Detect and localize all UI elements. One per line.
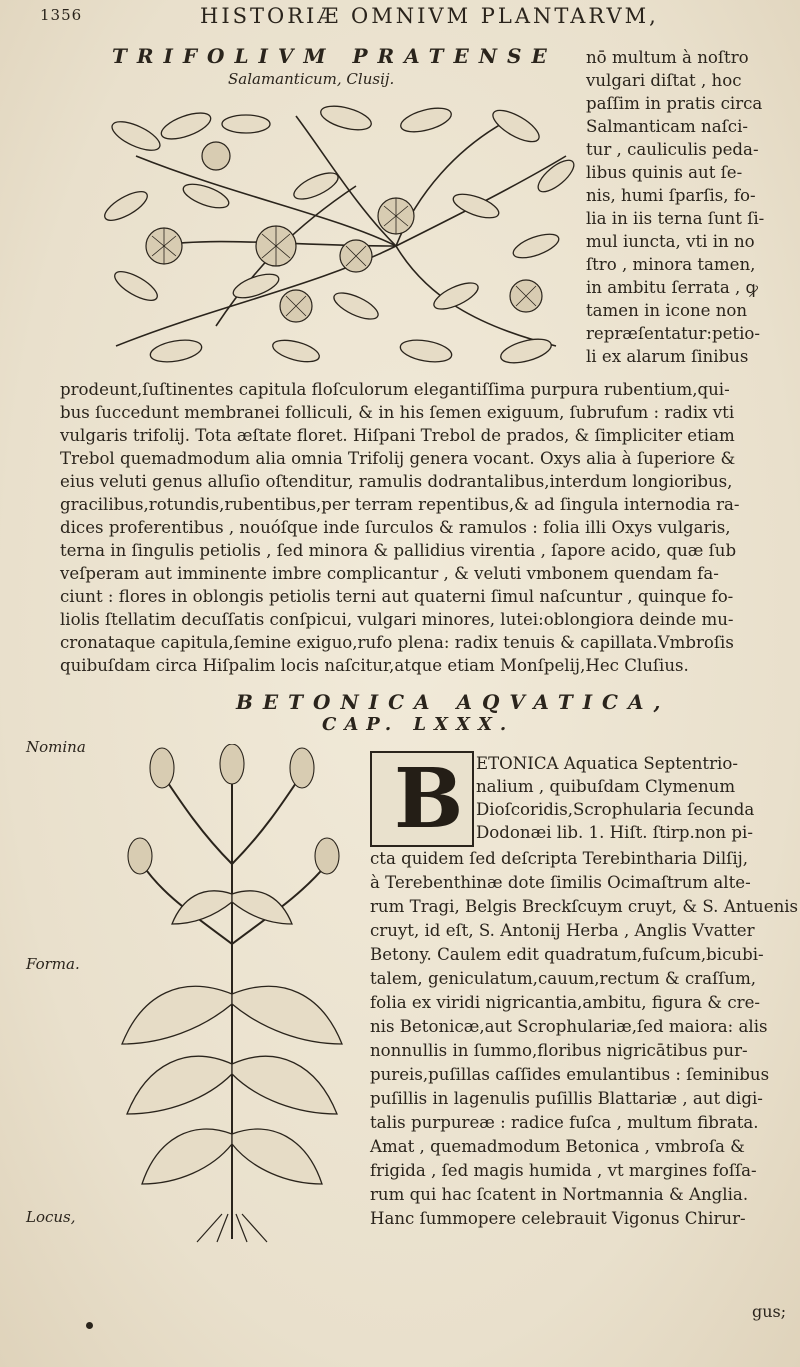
page-number: 1356 — [40, 6, 83, 24]
text-line: lia in iis terna ſunt ſi- — [586, 209, 765, 228]
text-line: à Terebenthinæ dote ſimilis Ocimaſtrum alte- — [370, 873, 751, 892]
text-line: quibuſdam circa Hiſpalim locis naſcitur,atque etiam Monſpelij,Hec Cluſius. — [60, 656, 689, 675]
text-line: nis, humi ſparſis, fo- — [586, 186, 756, 205]
text-line: Betony. Caulem edit quadratum,fuſcum,bicubi- — [370, 945, 764, 964]
text-line: rum qui hac ſcatent in Nortmannia & Anglia. — [370, 1185, 749, 1204]
margin-note-locus: Locus, — [26, 1208, 76, 1226]
text-line: nis Betonicæ,aut Scrophulariæ,ſed maiora: alis — [370, 1017, 768, 1036]
dropcap-initial — [370, 751, 474, 847]
text-line: bus ſuccedunt membranei folliculi, & in his ſemen exiguum, ſubrufum : radix vti — [60, 403, 735, 422]
text-line: prodeunt,ſuſtinentes capitula floſculorum elegantiſſima purpura rubentium,qui- — [60, 380, 730, 399]
text-line: Salmanticam naſci- — [586, 117, 748, 136]
trifolium-woodcut-illustration — [96, 96, 576, 378]
text-line: paſſim in pratis circa — [586, 94, 763, 113]
text-line: rum Tragi, Belgis Breckſcuym cruyt, & S. Antuenis — [370, 897, 799, 916]
chapter-number: CAP. LXXX. — [322, 714, 515, 735]
text-line: ETONICA Aquatica Septentrio- — [476, 754, 738, 773]
text-line: Hanc ſummopere celebrauit Vigonus Chirur- — [370, 1209, 746, 1228]
text-line: pureis,puſillas caſſides emulantibus : ſeminibus — [370, 1065, 770, 1084]
text-line: puſillis in lagenulis puſillis Blattariæ , aut digi- — [370, 1089, 763, 1108]
text-line: talis purpureæ : radice fuſca , multum fibrata. — [370, 1113, 759, 1132]
ink-spot — [86, 1322, 93, 1329]
text-line: tamen in icone non — [586, 301, 748, 320]
text-line: Amat , quemadmodum Betonica , vmbroſa & — [370, 1137, 745, 1156]
text-line: frigida , ſed magis humida , vt margines foſſa- — [370, 1161, 757, 1180]
text-line: eius veluti genus alluſio oſtenditur, ramulis dodrantalibus,interdum longioribus, — [60, 472, 733, 491]
text-line: nalium , quibuſdam Clymenum — [476, 777, 736, 796]
text-line: gracilibus,rotundis,rubentibus,per terram repentibus,& ad ſingula internodia ra- — [60, 495, 740, 514]
section-title-betonica: BETONICA AQVATICA, — [236, 690, 671, 714]
section-title-trifolium: TRIFOLIVM PRATENSE — [112, 44, 557, 68]
text-line: li ex alarum ſinibus — [586, 347, 749, 366]
text-line: vulgaris trifolij. Tota æſtate floret. Hiſpani Trebol de prados, & ſimpliciter etiam — [60, 426, 735, 445]
text-line: Trebol quemadmodum alia omnia Trifolij genera vocant. Oxys alia à ſuperiore & — [60, 449, 736, 468]
text-line: ciunt : flores in oblongis petiolis terni aut quaterni ſimul naſcuntur , quinque fo- — [60, 587, 734, 606]
text-line: nonnullis in ſummo,floribus nigricātibus pur- — [370, 1041, 748, 1060]
text-line: cta quidem ſed deſcripta Terebintharia Dilſij, — [370, 849, 749, 868]
text-line: nō multum à noſtro — [586, 48, 749, 67]
text-line: vulgari diſtat , hoc — [586, 71, 742, 90]
margin-note-forma: Forma. — [26, 955, 80, 973]
running-head: HISTORIÆ OMNIVM PLANTARVM, — [200, 4, 659, 28]
text-line: talem, geniculatum,cauum,rectum & craſſum, — [370, 969, 757, 988]
text-line: cruyt, id eſt, S. Antonij Herba , Anglis Vvatter — [370, 921, 755, 940]
text-line: terna in ſingulis petiolis , ſed minora & pallidius virentia , ſapore acido, quæ ſub — [60, 541, 737, 560]
text-line: veſperam aut imminente imbre complicantur , & veluti vmbonem quendam fa- — [60, 564, 719, 583]
text-line: in ambitu ſerrata , ꝙ — [586, 278, 759, 297]
section-subtitle-trifolium: Salamanticum, Clusij. — [228, 70, 395, 88]
text-line: mul iuncta, vti in no — [586, 232, 755, 251]
text-line: folia ex viridi nigricantia,ambitu, figura & cre- — [370, 993, 761, 1012]
margin-note-nomina: Nomina — [26, 738, 86, 756]
text-line: dices proferentibus , nouóſque inde ſurculos & ramulos : folia illi Oxys vulgaris, — [60, 518, 731, 537]
catchword: gus; — [752, 1302, 787, 1321]
text-line: Dodonæi lib. 1. Hiſt. ſtirp.non pi- — [476, 823, 753, 842]
text-line: tur , cauliculis peda- — [586, 140, 759, 159]
text-line: ſtro , minora tamen, — [586, 255, 756, 274]
text-line: Dioſcoridis,Scrophularia ſecunda — [476, 800, 755, 819]
text-line: libus quinis aut ſe- — [586, 163, 743, 182]
dropcap-letter: B — [394, 751, 464, 847]
text-line: cronataque capitula,ſemine exiguo,rufo plena: radix tenuis & capillata.Vmbroſis — [60, 633, 734, 652]
text-line: liolis ſtellatim decuſſatis conſpicui, vulgari minores, lutei:oblongiora deinde mu- — [60, 610, 734, 629]
text-line: repræſentatur:petio- — [586, 324, 761, 343]
betonica-woodcut-illustration — [102, 744, 362, 1244]
